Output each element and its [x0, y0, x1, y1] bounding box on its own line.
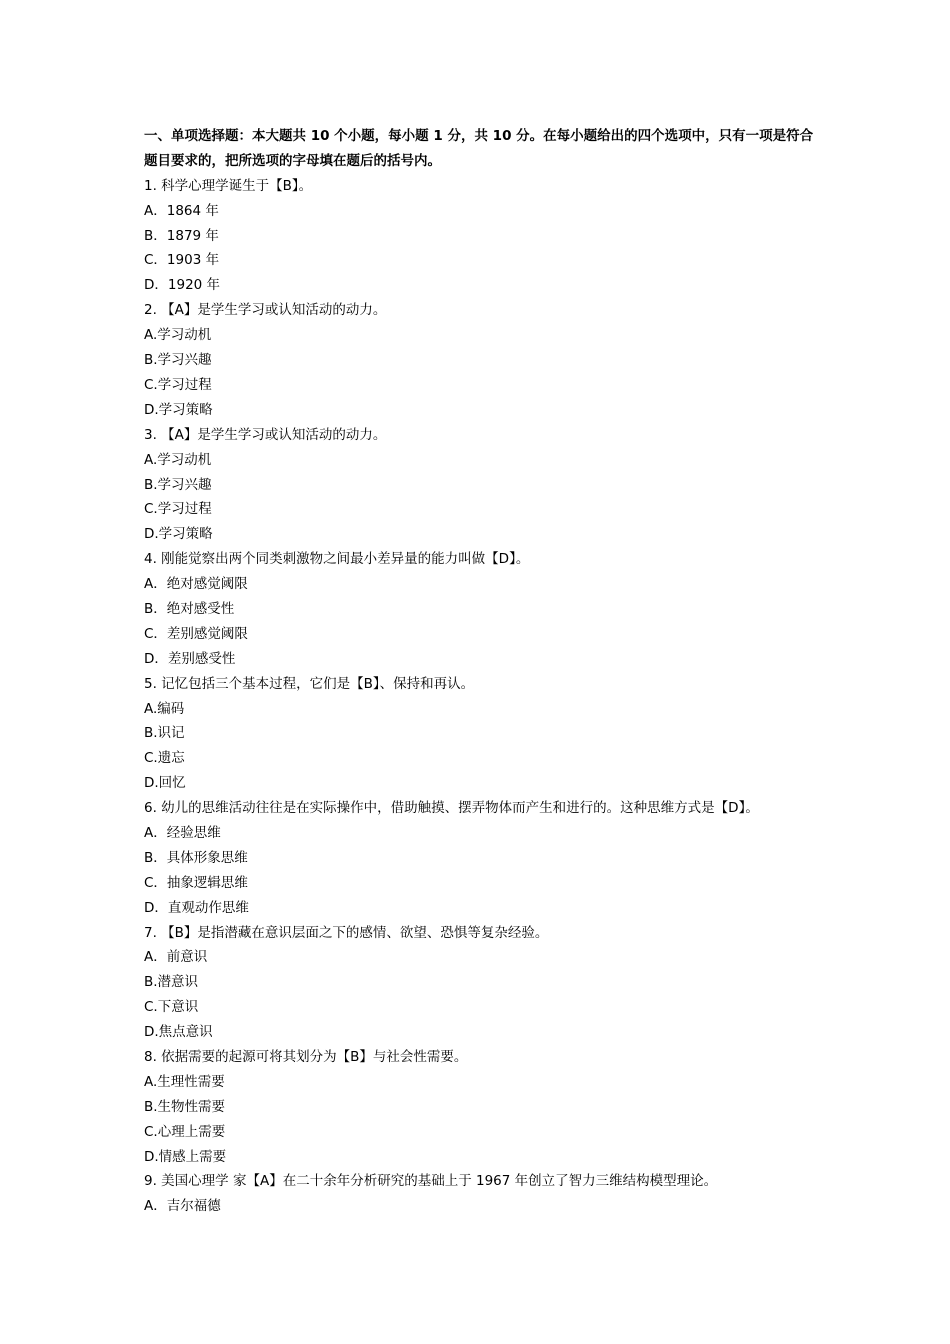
question-stem: 7. 【B】是指潜藏在意识层面之下的感情、欲望、恐惧等复杂经验。 [144, 924, 549, 941]
answer-option: D.学习策略 [144, 401, 213, 418]
question-stem: 2. 【A】是学生学习或认知活动的动力。 [144, 302, 387, 319]
answer-option: B．绝对感受性 [144, 600, 235, 617]
answer-option: D.情感上需要 [144, 1148, 227, 1165]
answer-option: C．抽象逻辑思维 [144, 874, 248, 891]
answer-option: C.遗忘 [144, 750, 185, 767]
answer-option: B.学习兴趣 [144, 476, 212, 493]
answer-option: B.生物性需要 [144, 1098, 226, 1115]
question-list [144, 174, 824, 1219]
answer-option: A．前意识 [144, 949, 208, 966]
question-stem: 5. 记忆包括三个基本过程，它们是【B】、保持和再认。 [144, 675, 475, 692]
answer-option: D.回忆 [144, 775, 186, 792]
question-stem: 8. 依据需要的起源可将其划分为【B】与社会性需要。 [144, 1048, 468, 1065]
answer-option: C.心理上需要 [144, 1123, 226, 1140]
answer-option: D.学习策略 [144, 526, 213, 543]
answer-option: D．1920 年 [144, 277, 221, 294]
question-stem: 3. 【A】是学生学习或认知活动的动力。 [144, 426, 387, 443]
answer-option: A.学习动机 [144, 451, 212, 468]
answer-option: C.学习过程 [144, 376, 212, 393]
answer-option: A.生理性需要 [144, 1073, 225, 1090]
answer-option: B.学习兴趣 [144, 352, 212, 369]
answer-option: C．差别感觉阈限 [144, 625, 248, 642]
question-stem: 1. 科学心理学诞生于【B】。 [144, 177, 313, 194]
answer-option: C.学习过程 [144, 501, 212, 518]
answer-option: D．差别感受性 [144, 650, 236, 667]
answer-option: A．经验思维 [144, 824, 221, 841]
question-stem: 9. 美国心理学 家【A】在二十余年分析研究的基础上于 1967 年创立了智力三维结构模型理论。 [144, 1173, 718, 1190]
answer-option: A．吉尔福德 [144, 1198, 221, 1215]
document-page [144, 124, 824, 1219]
answer-option: B．具体形象思维 [144, 849, 248, 866]
answer-option: A．绝对感觉阈限 [144, 576, 248, 593]
answer-option: C．1903 年 [144, 252, 220, 269]
answer-option: A.学习动机 [144, 327, 212, 344]
section-heading: 一、单项选择题：本大题共 10 个小题，每小题 1 分，共 10 分。在每小题给出的四个选项中，只有一项是符合题目要求的，把所选项的字母填在题后的括号内。 [144, 128, 814, 169]
question-stem: 6. 幼儿的思维活动往往是在实际操作中，借助触摸、摆弄物体而产生和进行的。这种思维方式是【D】。 [144, 800, 759, 817]
answer-option: B.潜意识 [144, 974, 199, 991]
answer-option: A.编码 [144, 700, 185, 717]
answer-option: C.下意识 [144, 999, 199, 1016]
answer-option: B.识记 [144, 725, 185, 742]
answer-option: B．1879 年 [144, 227, 219, 244]
answer-option: D.焦点意识 [144, 1024, 213, 1041]
question-stem: 4. 刚能觉察出两个同类刺激物之间最小差异量的能力叫做【D】。 [144, 551, 530, 568]
answer-option: A．1864 年 [144, 202, 219, 219]
answer-option: D．直观动作思维 [144, 899, 249, 916]
